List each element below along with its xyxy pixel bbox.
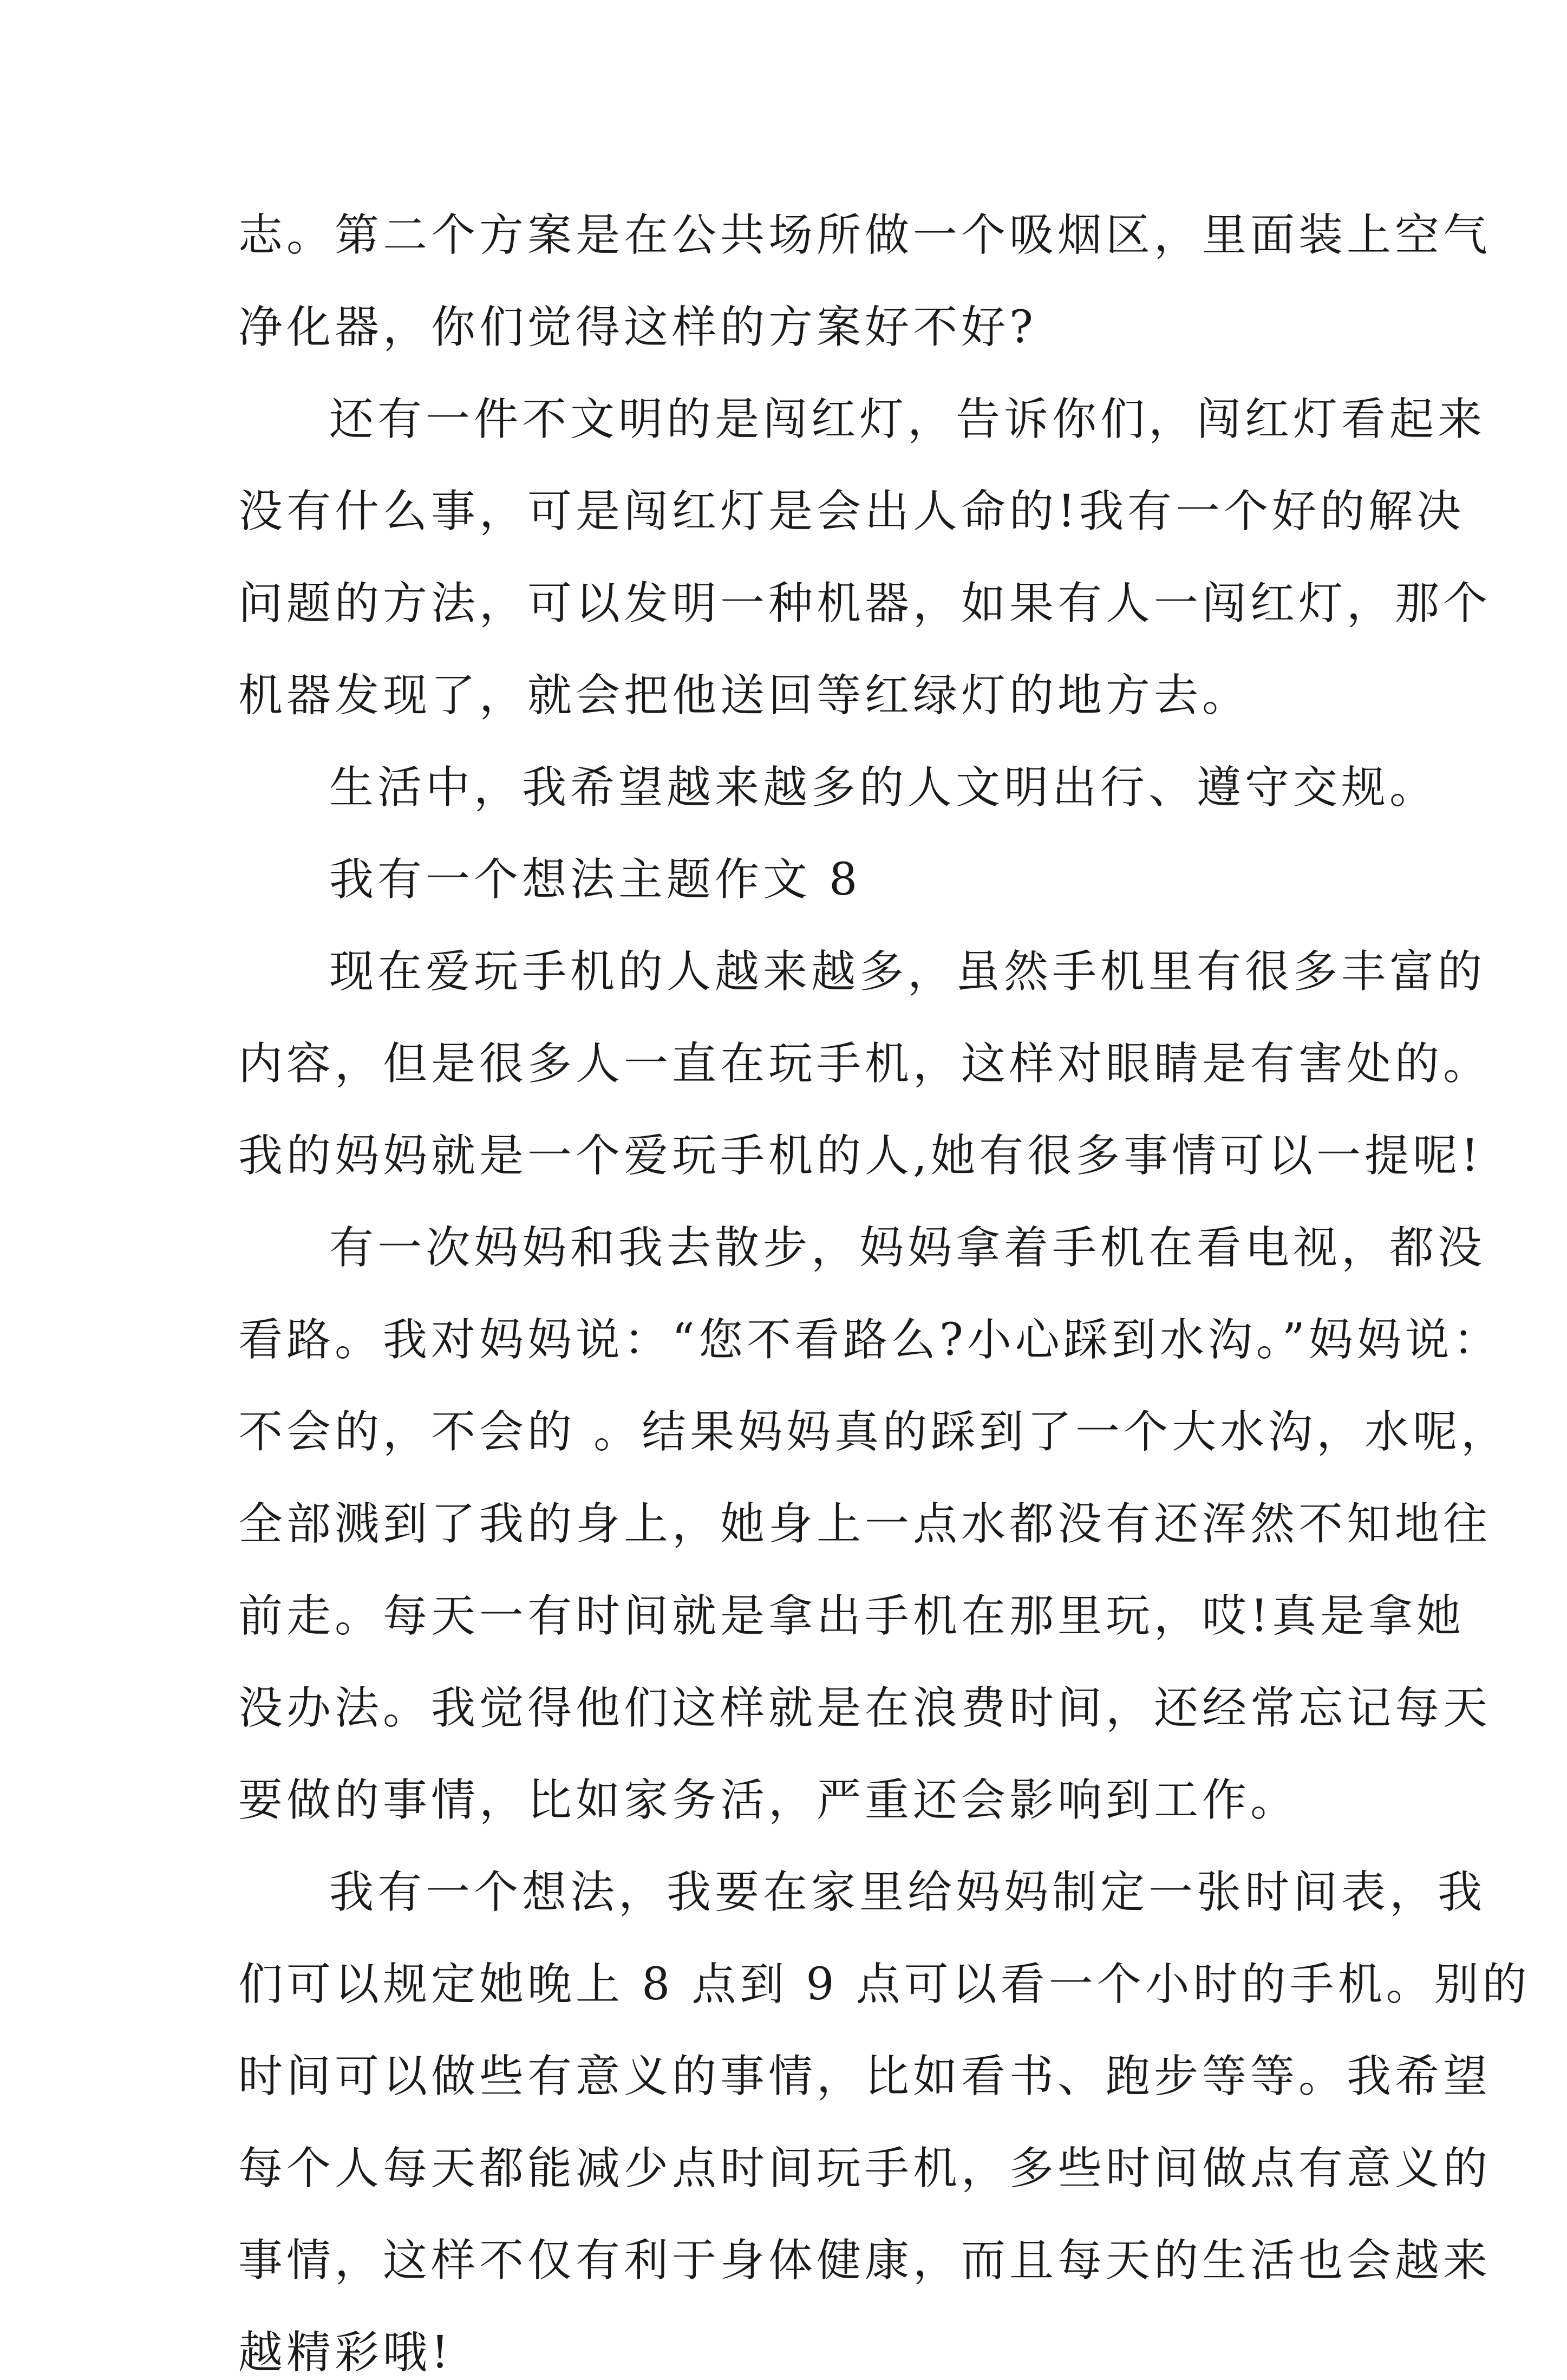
- paragraph-start-line: 现在爱玩手机的人越来越多，虽然手机里有很多丰富的: [329, 946, 1486, 997]
- text-line: 机器发现了，就会把他送回等红绿灯的地方去。: [238, 670, 1251, 721]
- text-line: 问题的方法，可以发明一种机器，如果有人一闯红灯，那个: [238, 578, 1492, 629]
- text-line: 要做的事情，比如家务活，严重还会影响到工作。: [238, 1775, 1299, 1826]
- text-line: 没有什么事，可是闯红灯是会出人命的!我有一个好的解决: [238, 486, 1465, 537]
- text-line: 时间可以做些有意义的事情，比如看书、跑步等等。我希望: [238, 2051, 1492, 2102]
- text-line: 看路。我对妈妈说：“您不看路么?小心踩到水沟。”妈妈说：: [238, 1314, 1501, 1366]
- text-line: 每个人每天都能减少点时间玩手机，多些时间做点有意义的: [238, 2143, 1492, 2194]
- text-line: 净化器，你们觉得这样的方案好不好?: [238, 302, 1037, 353]
- text-line: 没办法。我觉得他们这样就是在浪费时间，还经常忘记每天: [238, 1683, 1492, 1734]
- text-line: 志。第二个方案是在公共场所做一个吸烟区，里面装上空气: [238, 210, 1492, 261]
- paragraph-start-line: 生活中，我希望越来越多的人文明出行、遵守交规。: [329, 762, 1438, 813]
- text-line: 们可以规定她晚上 8 点到 9 点可以看一个小时的手机。别的: [238, 1959, 1531, 2010]
- section-heading: 我有一个想法主题作文 8: [329, 854, 861, 905]
- text-line: 事情，这样不仅有利于身体健康，而且每天的生活也会越来: [238, 2235, 1492, 2286]
- text-line: 内容，但是很多人一直在玩手机，这样对眼睛是有害处的。: [238, 1038, 1492, 1090]
- paragraph-start-line: 有一次妈妈和我去散步，妈妈拿着手机在看电视，都没: [329, 1222, 1486, 1274]
- text-line: 不会的，不会的 。结果妈妈真的踩到了一个大水沟，水呢，: [238, 1406, 1510, 1458]
- text-line: 全部溅到了我的身上，她身上一点水都没有还浑然不知地往: [238, 1498, 1492, 1550]
- text-line: 越精彩哦!: [238, 2327, 453, 2378]
- paragraph-start-line: 我有一个想法，我要在家里给妈妈制定一张时间表，我: [329, 1867, 1486, 1918]
- paragraph-start-line: 还有一件不文明的是闯红灯，告诉你们，闯红灯看起来: [329, 394, 1486, 445]
- text-line: 我的妈妈就是一个爱玩手机的人,她有很多事情可以一提呢!: [238, 1130, 1483, 1182]
- text-line: 前走。每天一有时间就是拿出手机在那里玩，哎!真是拿她: [238, 1590, 1465, 1642]
